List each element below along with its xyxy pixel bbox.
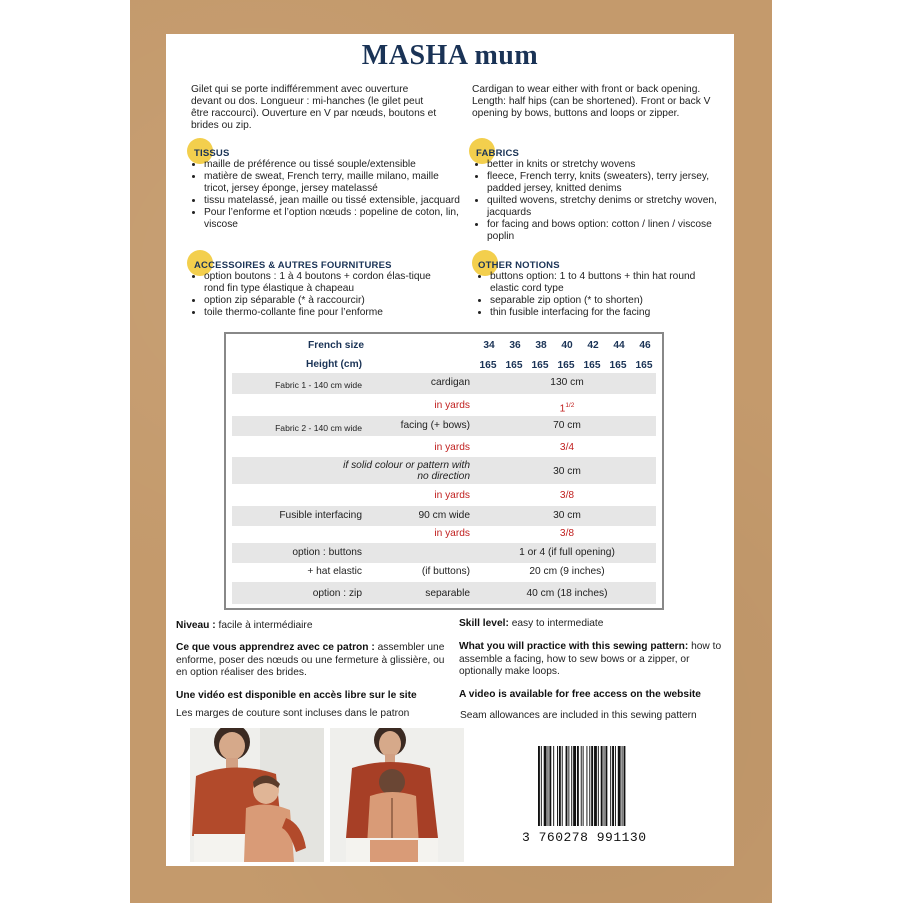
photo-illustration bbox=[330, 728, 464, 862]
skill-label: Skill level: bbox=[459, 618, 509, 629]
niveau-value: facile à intermédiaire bbox=[218, 620, 313, 631]
barcode-bar bbox=[586, 746, 587, 826]
barcode-bar bbox=[549, 746, 551, 826]
barcode-bar bbox=[577, 746, 579, 826]
video-en: A video is available for free access on the website bbox=[459, 689, 701, 700]
table-row-value: 30 cm bbox=[553, 510, 581, 521]
list-item: • toile thermo-collante fine pour l’enforme bbox=[204, 307, 444, 319]
list-item: • for facing and bows option: cotton / linen / viscose poplin bbox=[487, 219, 727, 243]
intro-french: Gilet qui se porte indifféremment avec ouverture devant ou dos. Longueur : mi-hanches (le gilet peut être raccourci). Ouverture en V par nœuds, boutons et brides ou zip. bbox=[191, 84, 437, 131]
tissus-heading: TISSUS bbox=[194, 148, 230, 159]
height-cell: 165 bbox=[583, 360, 601, 371]
barcode-bar bbox=[573, 746, 576, 826]
size-cell: 42 bbox=[587, 340, 599, 351]
table-row-sub: in yards bbox=[434, 442, 470, 453]
table-row-sub: if solid colour or pattern with no direction bbox=[343, 460, 470, 482]
barcode-bar bbox=[541, 746, 542, 826]
practice-value: how to assemble a facing, how to sew bows or a zipper, or optionally make loops. bbox=[459, 641, 722, 677]
barcode-bar bbox=[553, 746, 554, 826]
yardage-table bbox=[224, 332, 664, 610]
page-title: MASHA mum bbox=[361, 40, 539, 71]
table-row-value bbox=[476, 400, 658, 415]
list-item: • Pour l’enforme et l’option nœuds : popeline de coton, lin, viscose bbox=[204, 207, 464, 231]
table-row-value: 40 cm (18 inches) bbox=[526, 588, 608, 599]
height-cell: 165 bbox=[635, 360, 653, 371]
size-cell: 46 bbox=[639, 340, 651, 351]
barcode-bar bbox=[594, 746, 597, 826]
barcode-bar bbox=[562, 746, 563, 826]
barcode-bar bbox=[615, 746, 616, 826]
skill-value: easy to intermediate bbox=[511, 618, 604, 629]
notions-heading: OTHER NOTIONS bbox=[478, 260, 560, 271]
video-fr: Une vidéo est disponible en accès libre sur le site bbox=[176, 690, 417, 701]
table-row-label: option : buttons bbox=[292, 547, 362, 558]
list-item: • better in knits or stretchy wovens bbox=[487, 159, 727, 171]
fabrics-heading: FABRICS bbox=[476, 148, 520, 159]
apprendrez-paragraph bbox=[176, 642, 448, 680]
table-row-value: 20 cm (9 inches) bbox=[529, 566, 605, 577]
barcode-bar bbox=[591, 746, 593, 826]
list-item: • matière de sweat, French terry, maille milano, maille tricot, jersey éponge, jersey matelassé bbox=[204, 171, 464, 195]
niveau-label: Niveau : bbox=[176, 620, 216, 631]
list-item: • fleece, French terry, knits (sweaters), terry jersey, padded jersey, knitted denims bbox=[487, 171, 727, 195]
size-cell: 36 bbox=[509, 340, 521, 351]
practice-label: What you will practice with this sewing pattern: bbox=[459, 641, 689, 652]
barcode-bar bbox=[566, 746, 568, 826]
barcode-bar bbox=[557, 746, 558, 826]
size-cell: 40 bbox=[561, 340, 573, 351]
table-row-sub: in yards bbox=[434, 400, 470, 411]
table-row-sub: in yards bbox=[434, 490, 470, 501]
intro-english: Cardigan to wear either with front or back opening. Length: half hips (can be shortened). Front or back V opening by bows, buttons and loops or zipper. bbox=[472, 84, 711, 119]
list-item: • maille de préférence ou tissé souple/extensible bbox=[204, 159, 464, 171]
table-row-sub: (if buttons) bbox=[421, 566, 470, 577]
barcode-bar bbox=[583, 746, 584, 826]
pattern-sheet bbox=[166, 34, 734, 866]
barcode-bar bbox=[624, 746, 626, 826]
barcode-bar bbox=[559, 746, 561, 826]
table-row-value: 70 cm bbox=[553, 420, 581, 431]
table-row-sub: facing (+ bows) bbox=[400, 420, 470, 431]
accessoires-heading: ACCESSOIRES & AUTRES FOURNITURES bbox=[194, 260, 392, 271]
table-row-value: 30 cm bbox=[553, 466, 581, 477]
table-row-label: option : zip bbox=[312, 588, 362, 599]
seam-en: Seam allowances are included in this sewing pattern bbox=[460, 710, 697, 721]
table-row-label: + hat elastic bbox=[307, 566, 362, 577]
barcode-bar bbox=[612, 746, 614, 826]
photo-mother-daughter-back bbox=[330, 728, 464, 862]
photo-illustration bbox=[190, 728, 324, 862]
height-cell: 165 bbox=[479, 360, 497, 371]
barcode-bar bbox=[605, 746, 607, 826]
table-row-value: 130 cm bbox=[550, 377, 584, 388]
marges-fr: Les marges de couture sont incluses dans le patron bbox=[176, 708, 410, 719]
table-row-value: 1 or 4 (if full opening) bbox=[519, 547, 615, 558]
barcode-bar bbox=[544, 746, 547, 826]
photo-mother-daughter-front bbox=[190, 728, 324, 862]
table-row-sub: separable bbox=[425, 588, 470, 599]
barcode-number: 3 760278 991130 bbox=[522, 830, 647, 845]
height-label: Height (cm) bbox=[306, 359, 363, 370]
barcode-bar bbox=[601, 746, 603, 826]
height-cell: 165 bbox=[531, 360, 549, 371]
list-item: • option zip séparable (* à raccourcir) bbox=[204, 295, 444, 307]
barcode-bar bbox=[568, 746, 569, 826]
size-cell: 34 bbox=[483, 340, 495, 351]
barcode-bar bbox=[571, 746, 572, 826]
skill-line bbox=[459, 618, 729, 631]
barcode-bar bbox=[581, 746, 582, 826]
size-cell: 38 bbox=[535, 340, 547, 351]
barcode-bar bbox=[598, 746, 599, 826]
barcode-bar bbox=[610, 746, 611, 826]
list-item: • tissu matelassé, jean maille ou tissé extensible, jacquard bbox=[204, 195, 464, 207]
accessoires-list bbox=[192, 271, 444, 319]
table-row-sub: cardigan bbox=[430, 377, 470, 388]
barcode-image bbox=[536, 746, 658, 828]
notions-list bbox=[478, 271, 720, 319]
table-row-label: Fabric 2 - 140 cm wide bbox=[275, 423, 362, 433]
height-cell: 165 bbox=[505, 360, 523, 371]
tissus-list bbox=[192, 159, 464, 231]
height-cell: 165 bbox=[609, 360, 627, 371]
list-item: • quilted wovens, stretchy denims or stretchy woven, jacquards bbox=[487, 195, 727, 219]
table-row-value: 3/4 bbox=[559, 442, 575, 453]
fraction-whole: 1 bbox=[559, 403, 566, 415]
barcode-bar bbox=[548, 746, 549, 826]
size-cell: 44 bbox=[613, 340, 625, 351]
height-cell: 165 bbox=[557, 360, 575, 371]
practice-paragraph bbox=[459, 641, 723, 679]
table-row-label: Fabric 1 - 140 cm wide bbox=[275, 380, 362, 390]
apprendrez-label: Ce que vous apprendrez avec ce patron : bbox=[176, 642, 375, 653]
list-item: • buttons option: 1 to 4 buttons + thin hat round elastic cord type bbox=[490, 271, 720, 295]
table-row-value: 3/8 bbox=[559, 490, 575, 501]
barcode-bar bbox=[622, 746, 623, 826]
list-item: • separable zip option (* to shorten) bbox=[490, 295, 720, 307]
table-row-value: 3/8 bbox=[559, 528, 575, 539]
barcode-bar bbox=[538, 746, 540, 826]
table-row-sub: in yards bbox=[434, 528, 470, 539]
list-item: • thin fusible interfacing for the facing bbox=[490, 307, 720, 319]
barcode-bar bbox=[589, 746, 590, 826]
fabrics-list bbox=[475, 159, 727, 243]
french-size-label: French size bbox=[308, 340, 365, 351]
table-row-label: Fusible interfacing bbox=[279, 510, 362, 521]
niveau-line bbox=[176, 620, 446, 633]
barcode-bar bbox=[604, 746, 605, 826]
apprendrez-value: assembler une enforme, poser des nœuds ou une fermeture à glissière, ou en option réaliser des brides. bbox=[176, 642, 445, 678]
barcode-bar bbox=[618, 746, 621, 826]
fraction-sup: 1/2 bbox=[565, 402, 575, 409]
list-item: • option boutons : 1 à 4 boutons + cordon élas-tique rond fin type élastique à chapeau bbox=[204, 271, 444, 295]
table-row-sub: 90 cm wide bbox=[418, 510, 470, 521]
